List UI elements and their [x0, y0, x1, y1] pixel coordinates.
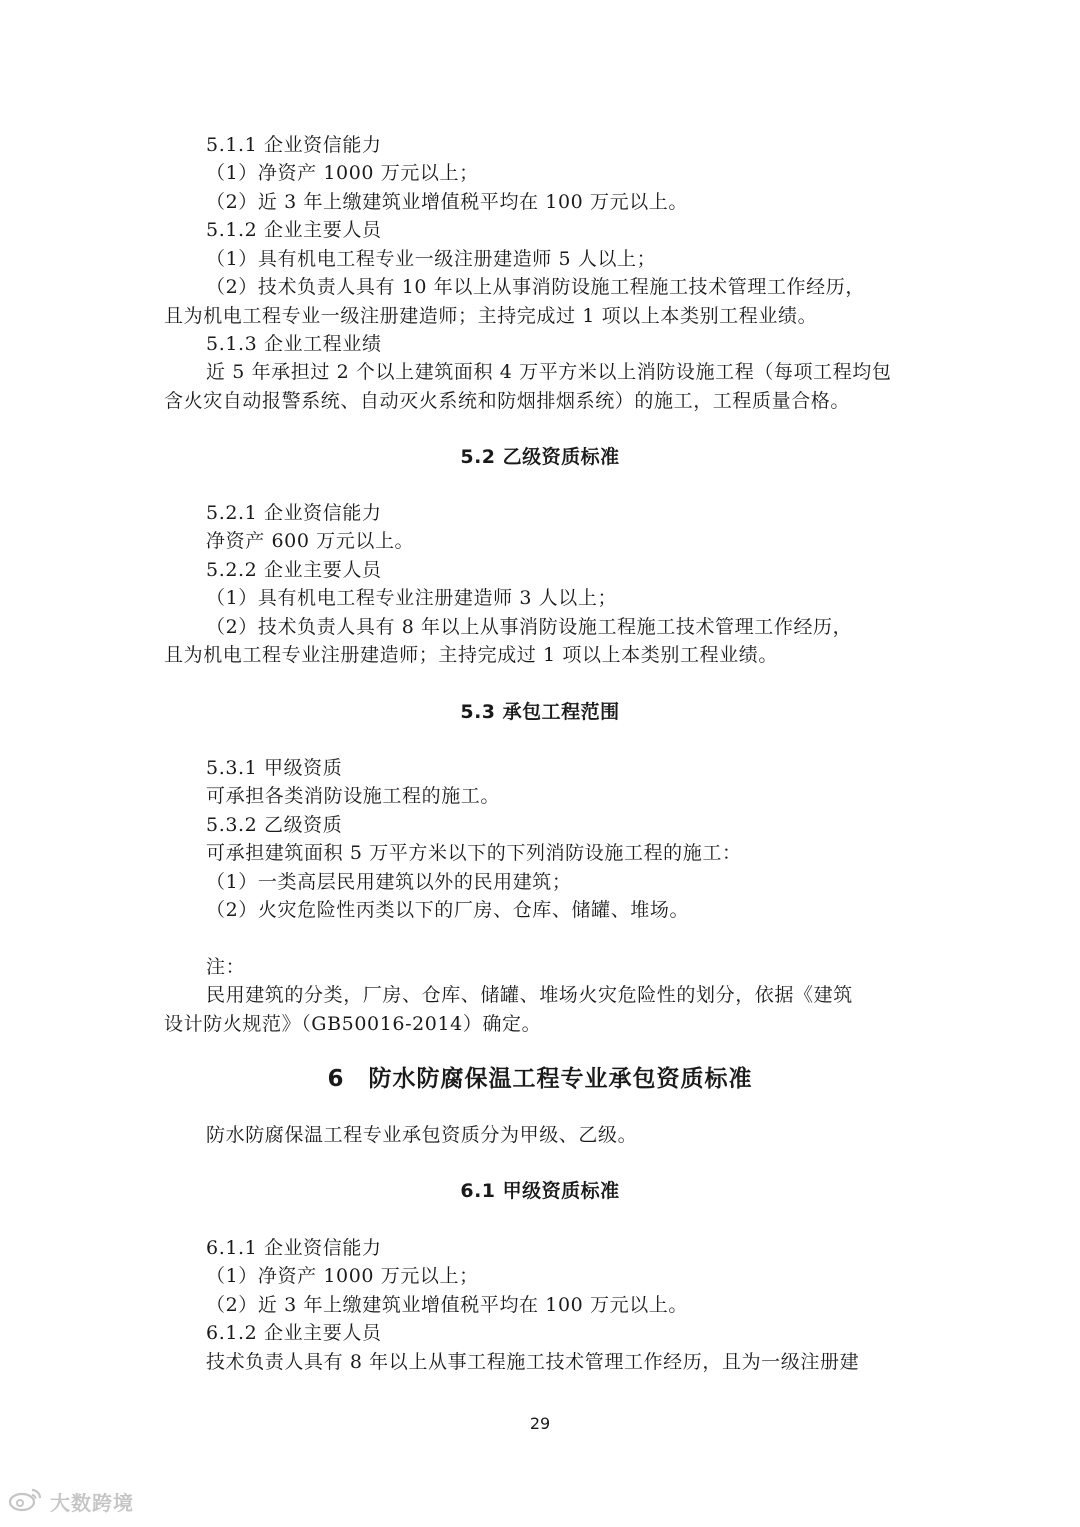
clause-5-2-1-heading: 5.2.1 企业资信能力 [206, 502, 382, 524]
clause-6-1-1-heading: 6.1.1 企业资信能力 [206, 1237, 382, 1259]
clause-5-1-1-heading: 5.1.1 企业资信能力 [206, 134, 382, 156]
text-line: 可承担各类消防设施工程的施工。 [206, 785, 501, 807]
text-line: 含火灾自动报警系统、自动灭火系统和防烟排烟系统）的施工，工程质量合格。 [164, 390, 851, 412]
text-line: （1）净资产 1000 万元以上； [206, 1265, 479, 1287]
text-line: （1）净资产 1000 万元以上； [206, 162, 479, 184]
clause-5-1-3-heading: 5.1.3 企业工程业绩 [206, 333, 382, 355]
text-line: 且为机电工程专业注册建造师；主持完成过 1 项以上本类别工程业绩。 [164, 644, 778, 666]
clause-5-2-2-heading: 5.2.2 企业主要人员 [206, 559, 382, 581]
text-line: 且为机电工程专业一级注册建造师；主持完成过 1 项以上本类别工程业绩。 [164, 305, 818, 327]
text-line: 净资产 600 万元以上。 [206, 530, 415, 552]
text-line: 技术负责人具有 8 年以上从事工程施工技术管理工作经历，且为一级注册建 [206, 1351, 860, 1373]
watermark-text: 大数跨境 [50, 1491, 134, 1515]
clause-6-1-2-heading: 6.1.2 企业主要人员 [206, 1322, 382, 1344]
note-label: 注： [206, 956, 246, 978]
note-text: 民用建筑的分类，厂房、仓库、储罐、堆场火灾危险性的划分，依据《建筑 [206, 984, 853, 1006]
text-line: （2）火灾危险性丙类以下的厂房、仓库、储罐、堆场。 [206, 899, 690, 921]
note-text: 设计防火规范》（GB50016-2014）确定。 [164, 1013, 542, 1035]
text-line: （2）技术负责人具有 10 年以上从事消防设施工程施工技术管理工作经历， [206, 276, 865, 298]
text-line: （1）一类高层民用建筑以外的民用建筑； [206, 871, 572, 893]
page-number: 29 [529, 1414, 551, 1433]
section-5-2-title: 5.2 乙级资质标准 [460, 446, 620, 468]
chapter-6-title: 6 防水防腐保温工程专业承包资质标准 [327, 1066, 753, 1092]
clause-5-1-2-heading: 5.1.2 企业主要人员 [206, 219, 382, 241]
text-line: （2）近 3 年上缴建筑业增值税平均在 100 万元以上。 [206, 1294, 689, 1316]
text-line: 近 5 年承担过 2 个以上建筑面积 4 万平方米以上消防设施工程（每项工程均包 [206, 361, 892, 383]
text-line: （1）具有机电工程专业注册建造师 3 人以上； [206, 587, 618, 609]
clause-5-3-2-heading: 5.3.2 乙级资质 [206, 814, 343, 836]
text-line: 可承担建筑面积 5 万平方米以下的下列消防设施工程的施工： [206, 842, 742, 864]
text-line: （2）近 3 年上缴建筑业增值税平均在 100 万元以上。 [206, 191, 689, 213]
weibo-logo-icon [8, 1486, 44, 1517]
watermark [8, 1486, 134, 1517]
text-line: 防水防腐保温工程专业承包资质分为甲级、乙级。 [206, 1124, 638, 1146]
clause-5-3-1-heading: 5.3.1 甲级资质 [206, 757, 343, 779]
text-line: （2）技术负责人具有 8 年以上从事消防设施工程施工技术管理工作经历， [206, 616, 853, 638]
section-5-3-title: 5.3 承包工程范围 [460, 701, 620, 723]
section-6-1-title: 6.1 甲级资质标准 [460, 1180, 620, 1202]
text-line: （1）具有机电工程专业一级注册建造师 5 人以上； [206, 248, 657, 270]
